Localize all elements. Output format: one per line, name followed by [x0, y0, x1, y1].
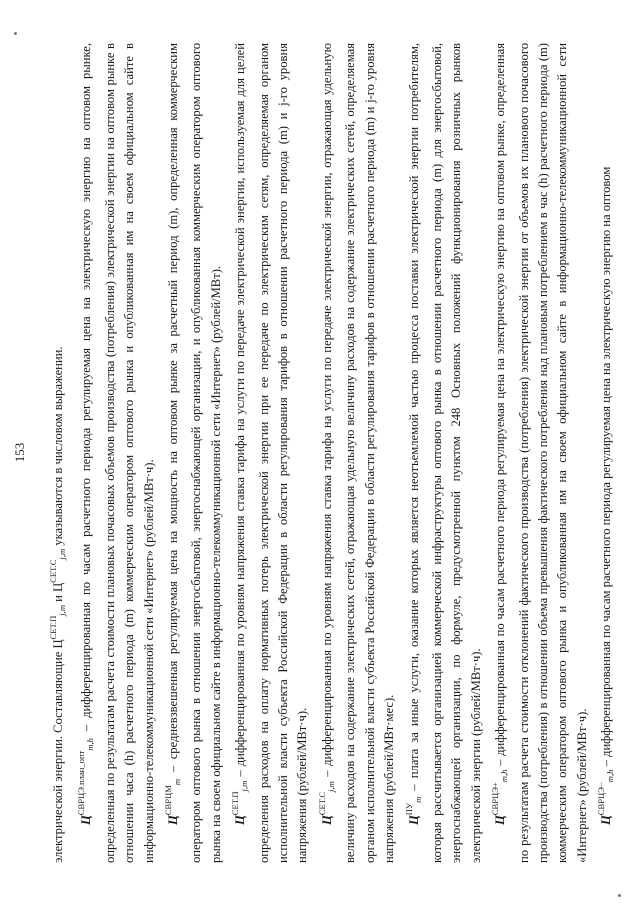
intro-end: указываются в числовом выражении. [51, 346, 65, 549]
formula-subscript: j,m [239, 780, 250, 792]
formula-superscript: СЕТ.П [230, 791, 241, 816]
formula-symbol: Ц [79, 815, 94, 825]
definition-paragraph [226, 43, 313, 863]
formula-subscript: j,m [325, 781, 336, 792]
formula-subscript: m,h [605, 769, 616, 783]
scan-speck [618, 894, 621, 897]
formula-subscript: m [412, 796, 423, 803]
definition-paragraph [72, 43, 159, 863]
formula-superscript: ПУ [403, 802, 414, 816]
formula-symbol: Ц [599, 815, 614, 825]
intro-text: электрической энергии. Составляющие Ц [51, 639, 65, 863]
document-body [44, 43, 621, 863]
formula-subscript: m,h [85, 738, 96, 751]
formula-superscript: СВРЦЭ+ [490, 782, 501, 816]
definition-paragraph [486, 43, 592, 863]
page-number: 153 [12, 442, 27, 463]
scan-speck [14, 32, 17, 35]
definition-text: – дифференцированная по часам расчетного периода регулируемая цена на электрическую энергию на оптовом рынке, определенная по результатам расчета стоимости отклонений фактического производства (потребления) электрической энергии от объемов их планового почасового производства (потребления) в отношении объема превышения фактического потребления над плановым потреблением в час (h) расчетного периода (m) коммерческим оператором оптового рынка и опубликованная им на своем официальном сайте в информационно-телекоммуникационной сети «Интернет» (рублей/МВт·ч). [493, 43, 589, 863]
intro-subscript-2: j,m [57, 548, 67, 560]
intro-superscript-2: СЕТ.С [48, 559, 58, 583]
formula-symbol: Ц [493, 815, 508, 825]
intro-subscript-1: j,m [57, 604, 67, 616]
definition-paragraph [159, 43, 226, 863]
formula-superscript: СВРЦЭ− [596, 782, 607, 816]
definition-text: – дифференцированная по уровням напряжения ставка тарифа на услуги по передаче электрической энергии, отражающая удельную величину расходов на содержание электрических сетей, отражающая удельную величину расходов на содержание электрических сетей, определяемая органом исполнительной власти субъекта Российской Федерации в области регулирования тарифов в отношении расчетного периода (m) и j-го уровня напряжения (рублей/МВт·мес). [319, 43, 397, 863]
formula-superscript: СЕТ.С [316, 791, 327, 816]
formula-symbol: Ц [233, 815, 248, 825]
formula-symbol: Ц [406, 815, 421, 825]
formula-subscript: m [172, 778, 183, 786]
definition-paragraph [313, 43, 400, 863]
definition-paragraph [592, 43, 620, 863]
definition-text: – дифференцированная по часам расчетного периода регулируемая цена на электрическую энергию на оптовом рынке, определенная по результатам расчета стоимости плановых почасовых объемов производства (потребления) электрической энергии на оптовом рынке в отношении часа (h) расчетного периода (m) коммерческим оператором оптового рынка и опубликованная им на своем официальном сайте в информационно-телекоммуникационной сети «Интернет» (рублей/МВт·ч). [79, 43, 156, 863]
definition-paragraph [400, 43, 487, 863]
intro-superscript-1: СЕТ.П [48, 615, 58, 640]
intro-line [44, 43, 72, 863]
definition-text: – дифференцированная по уровням напряжения ставка тарифа на услуги по передаче электрической энергии, используемая для целей определения расходов на оплату нормативных потерь электрической энергии при ее передаче по электрическим сетям, определяемая органом исполнительной власти субъекта Российской Федерации в области регулирования тарифов в отношении расчетного периода (m) и j-го уровня напряжения (рублей/МВт·ч). [233, 43, 310, 863]
formula-symbol: Ц [319, 815, 334, 825]
formula-superscript: СВРЦЭ.план_опт [76, 750, 87, 816]
definition-text: – средневзвешенная регулируемая цена на мощность на оптовом рынке за расчетный период (m), определенная коммерческим оператором оптового рынка в отношении энергосбытовой, энергоснабжающей организации, и опубликованная коммерческим оператором оптового рынка на своем официальном сайте в информационно-телекоммуникационной сети «Интернет» (рублей/МВт). [166, 43, 223, 863]
intro-and: и Ц [51, 582, 65, 605]
definition-text: – плата за иные услуги, оказание которых является неотъемлемой частью процесса поставки электрической энергии потребителям, которая рассчитывается организацией коммерческой инфраструктуры оптового рынка в отношении расчетного периода (m) для энергосбытовой, энергоснабжающей организации, по формуле, предусмотренной пунктом 248 Основных положений функционирования розничных рынков электрической энергии (рублей/МВт·ч). [406, 43, 483, 863]
formula-subscript: m,h [499, 769, 510, 783]
formula-symbol: Ц [166, 815, 181, 825]
formula-superscript: СВРЦМ [163, 785, 174, 816]
definition-text: – дифференцированная по часам расчетного периода регулируемая цена на электрическую энергию на оптовом [599, 166, 614, 770]
